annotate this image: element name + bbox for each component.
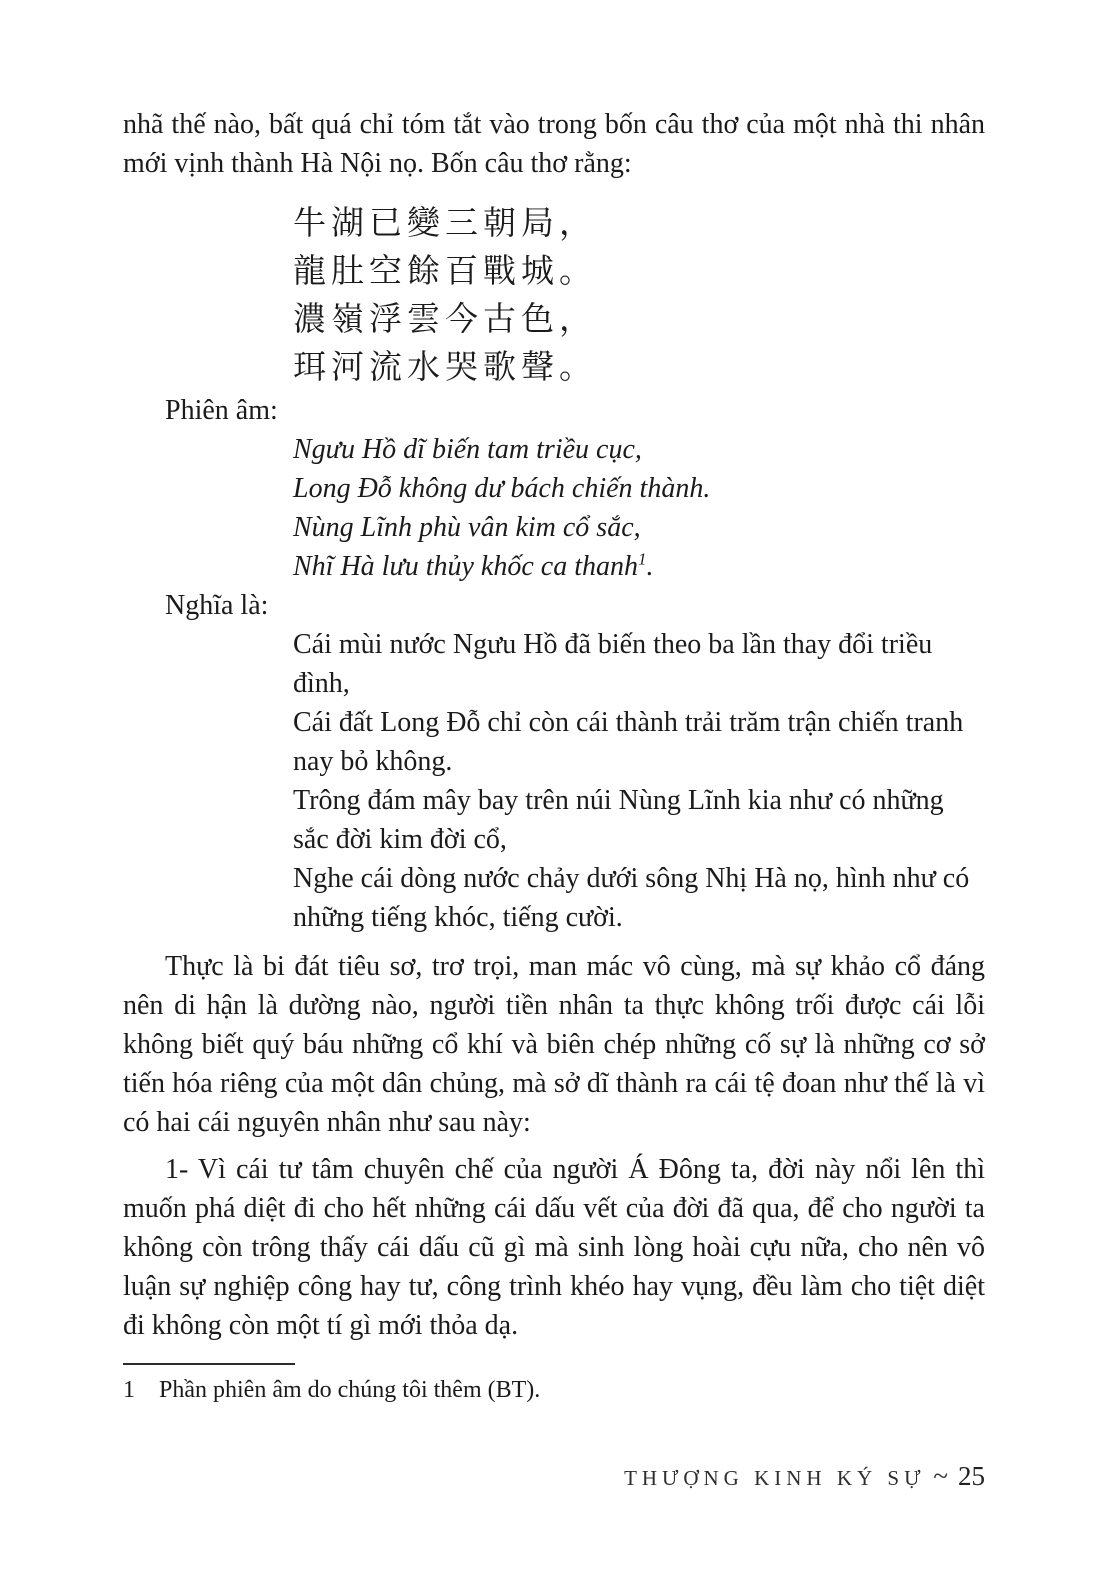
transliteration-line	[293, 547, 985, 586]
page-number: 25	[958, 1461, 985, 1491]
transliteration-line-text: Nhĩ Hà lưu thủy khốc ca thanh	[293, 551, 638, 582]
page-footer	[624, 1461, 985, 1492]
poem-line: 龍肚空餘百戰城。	[293, 251, 597, 290]
footnote-marker: 1	[123, 1377, 135, 1403]
poem-line: 濃嶺浮雲今古色，	[293, 299, 597, 338]
footnote-divider	[123, 1363, 295, 1365]
chinese-poem	[293, 199, 985, 391]
transliteration-line: Long Đỗ không dư bách chiến thành.	[293, 473, 711, 504]
transliteration-line: Ngưu Hồ dĩ biến tam triều cục,	[293, 434, 642, 465]
text-column	[123, 105, 985, 1406]
translation-block	[293, 625, 985, 937]
body-paragraph: Thực là bi đát tiêu sơ, trơ trọi, man mác vô cùng, mà sự khảo cổ đáng nên di hận là dường nào, người tiền nhân ta thực không trối được cái lỗi không biết quý báu những cổ khí và biên chép những cố sự là những cơ sở tiến hóa riêng của một dân chủng, mà sở dĩ thành ra cái tệ đoan như thế là vì có hai cái nguyên nhân như sau này:	[123, 951, 985, 1138]
footnote-text: Phần phiên âm do chúng tôi thêm (BT).	[159, 1377, 541, 1403]
phien-am-label: Phiên âm:	[165, 395, 278, 426]
running-title: THƯỢNG KINH KÝ SỰ	[624, 1466, 926, 1490]
translation-line: Cái mùi nước Ngưu Hồ đã biến theo ba lần thay đổi triều đình,	[293, 629, 933, 699]
footnote-reference: 1	[638, 549, 647, 569]
body-paragraph: 1- Vì cái tư tâm chuyên chế của người Á Đông ta, đời này nổi lên thì muốn phá diệt đi cho hết những cái dấu vết của đời đã qua, để cho người ta không còn trông thấy cái dấu cũ gì mà sinh lòng hoài cựu nữa, cho nên vô luận sự nghiệp công hay tư, công trình khéo hay vụng, đều làm cho tiệt diệt đi không còn một tí gì mới thỏa dạ.	[123, 1154, 985, 1341]
footnote	[123, 1375, 985, 1406]
translation-line: Cái đất Long Đỗ chỉ còn cái thành trải trăm trận chiến tranh nay bỏ không.	[293, 707, 964, 777]
poem-line: 牛湖已變三朝局，	[293, 203, 597, 242]
poem-line: 珥河流水哭歌聲。	[293, 347, 597, 386]
transliteration-block	[293, 430, 985, 586]
tilde-ornament-icon: ~	[933, 1461, 948, 1491]
translation-line: Trông đám mây bay trên núi Nùng Lĩnh kia như có những sắc đời kim đời cổ,	[293, 785, 944, 855]
opening-paragraph: nhã thế nào, bất quá chỉ tóm tắt vào trong bốn câu thơ của một nhà thi nhân mới vịnh thành Hà Nội nọ. Bốn câu thơ rằng:	[123, 109, 985, 179]
transliteration-line: Nùng Lĩnh phù vân kim cổ sắc,	[293, 512, 641, 543]
translation-line: Nghe cái dòng nước chảy dưới sông Nhị Hà nọ, hình như có những tiếng khóc, tiếng cười.	[293, 863, 970, 933]
nghia-la-label: Nghĩa là:	[165, 590, 269, 621]
transliteration-line-period: .	[646, 551, 654, 582]
